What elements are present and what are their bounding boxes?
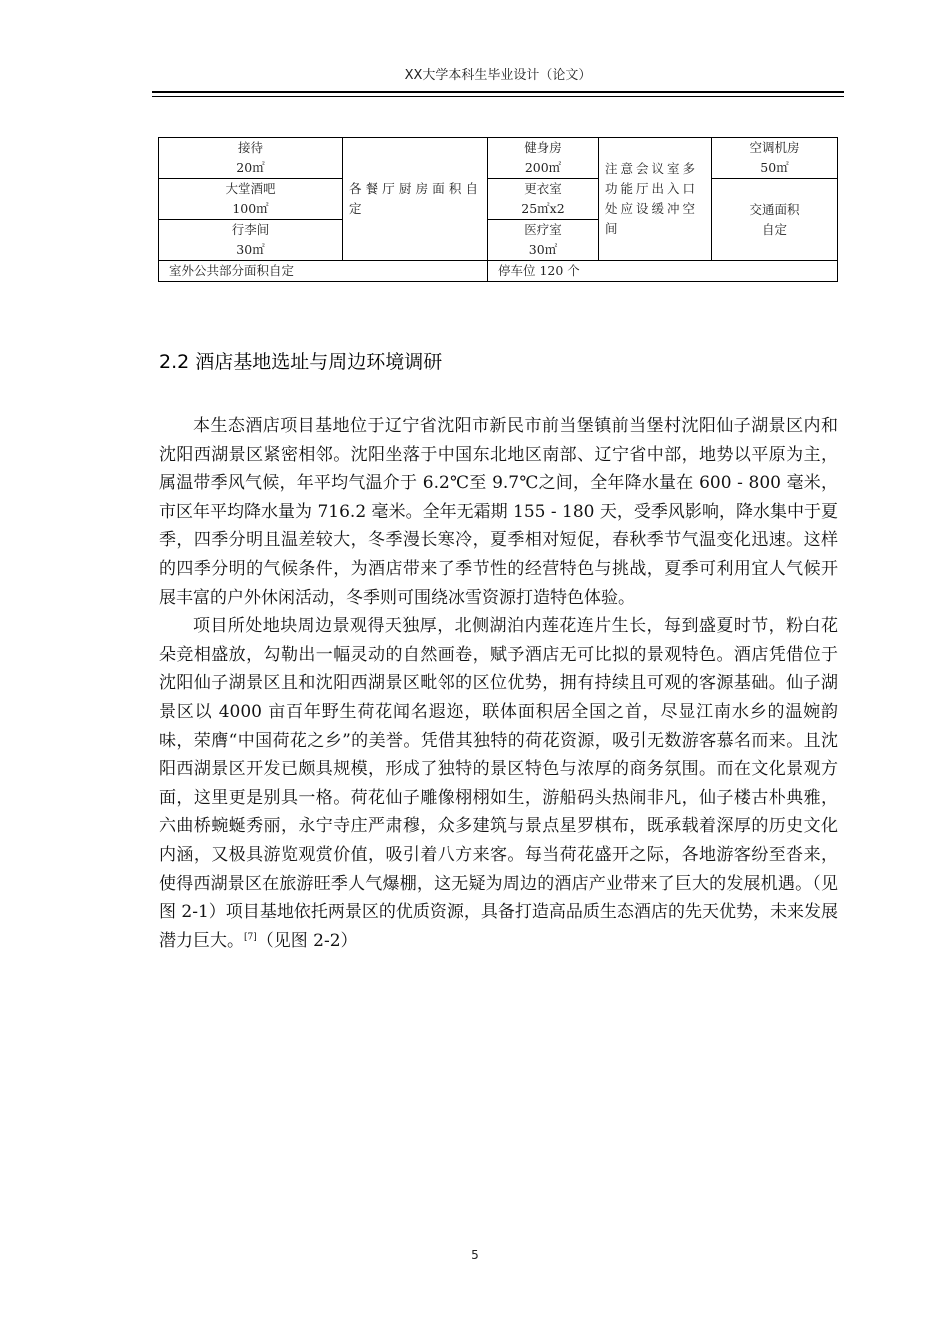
table-cell bbox=[712, 138, 838, 179]
room-name: 大堂酒吧 bbox=[225, 181, 276, 196]
room-area: 自定 bbox=[761, 221, 787, 237]
body-text bbox=[159, 412, 838, 955]
table-row bbox=[159, 261, 838, 282]
header-rule-thick bbox=[152, 91, 844, 93]
table-cell: 停车位 120 个 bbox=[488, 261, 838, 282]
room-name: 健身房 bbox=[524, 140, 562, 155]
room-area: 100㎡ bbox=[232, 201, 269, 216]
header-rule-thin bbox=[152, 96, 844, 97]
room-name: 空调机房 bbox=[749, 140, 800, 155]
room-area: 50㎡ bbox=[760, 160, 789, 175]
table-cell: 室外公共部分面积自定 bbox=[159, 261, 488, 282]
space-program-table bbox=[158, 137, 838, 282]
table-cell: 注意会议室多功能厅出入口处应设缓冲空间 bbox=[599, 138, 712, 261]
table-cell bbox=[488, 138, 599, 179]
section-heading: 2.2 酒店基地选址与周边环境调研 bbox=[159, 351, 443, 373]
citation-reference: [7] bbox=[244, 932, 257, 943]
room-name: 医疗室 bbox=[524, 222, 562, 237]
table-cell bbox=[159, 220, 343, 261]
table-row bbox=[159, 138, 838, 179]
room-area: 20㎡ bbox=[236, 160, 265, 175]
room-area: 30㎡ bbox=[528, 242, 558, 257]
paragraph: 本生态酒店项目基地位于辽宁省沈阳市新民市前当堡镇前当堡村沈阳仙子湖景区内和沈阳西湖景区紧密相邻。沈阳坐落于中国东北地区南部、辽宁省中部，地势以平原为主，属温带季风气候，年平均气温介于 6.2℃至 9.7℃之间，全年降水量在 600 - 800 毫米，市区年平均降水量为 716.2 毫米。全年无霜期 155 - 180 天，受季风影响，降水集中于夏季，四季分明且温差较大，冬季漫长寒冷，夏季相对短促，春秋季节气温变化迅速。这样的四季分明的气候条件，为酒店带来了季节性的经营特色与挑战，夏季可利用宜人气候开展丰富的户外休闲活动，冬季则可围绕冰雪资源打造特色体验。 bbox=[159, 416, 838, 608]
paragraph-text: 项目所处地块周边景观得天独厚，北侧湖泊内莲花连片生长，每到盛夏时节，粉白花朵竞相盛放，勾勒出一幅灵动的自然画卷，赋予酒店无可比拟的景观特色。酒店凭借位于沈阳仙子湖景区且和沈阳西湖景区毗邻的区位优势，拥有持续且可观的客源基础。仙子湖景区以 4000 亩百年野生荷花闻名遐迩，联体面积居全国之首，尽显江南水乡的温婉韵味，荣膺“中国荷花之乡”的美誉。凭借其独特的荷花资源，吸引无数游客慕名而来。且沈阳西湖景区开发已颇具规模，形成了独特的景区特色与浓厚的商务氛围。而在文化景观方面，这里更是别具一格。荷花仙子雕像栩栩如生，游船码头热闹非凡，仙子楼古朴典雅，六曲桥蜿蜒秀丽，永宁寺庄严肃穆，众多建筑与景点星罗棋布，既承载着深厚的历史文化内涵，又极具游览观赏价值，吸引着八方来客。每当荷花盛开之际，各地游客纷至沓来，使得西湖景区在旅游旺季人气爆棚，这无疑为周边的酒店产业带来了巨大的发展机遇。（见图 2-1）项目基地依托两景区的优质资源，具备打造高品质生态酒店的先天优势，未来发展潜力巨大。 bbox=[159, 616, 838, 951]
table-cell bbox=[488, 179, 599, 220]
room-area: 200㎡ bbox=[524, 160, 562, 175]
room-name: 交通面积 bbox=[749, 201, 800, 217]
room-area: 25㎡x2 bbox=[521, 201, 565, 216]
paragraph bbox=[159, 612, 838, 955]
table-cell bbox=[159, 138, 343, 179]
page-number: 5 bbox=[471, 1248, 479, 1262]
room-name: 行李间 bbox=[231, 222, 270, 237]
room-name: 接待 bbox=[237, 140, 263, 155]
table-cell bbox=[488, 220, 599, 261]
room-area: 30㎡ bbox=[236, 242, 265, 257]
table-cell bbox=[159, 179, 343, 220]
table-row bbox=[159, 179, 838, 220]
page-header: XX大学本科生毕业设计（论文） bbox=[404, 68, 592, 83]
room-name: 更衣室 bbox=[524, 181, 562, 196]
table-cell bbox=[712, 179, 838, 261]
table-cell: 各餐厅厨房面积自定 bbox=[343, 138, 488, 261]
figure-reference: （见图 2-2） bbox=[256, 930, 358, 951]
